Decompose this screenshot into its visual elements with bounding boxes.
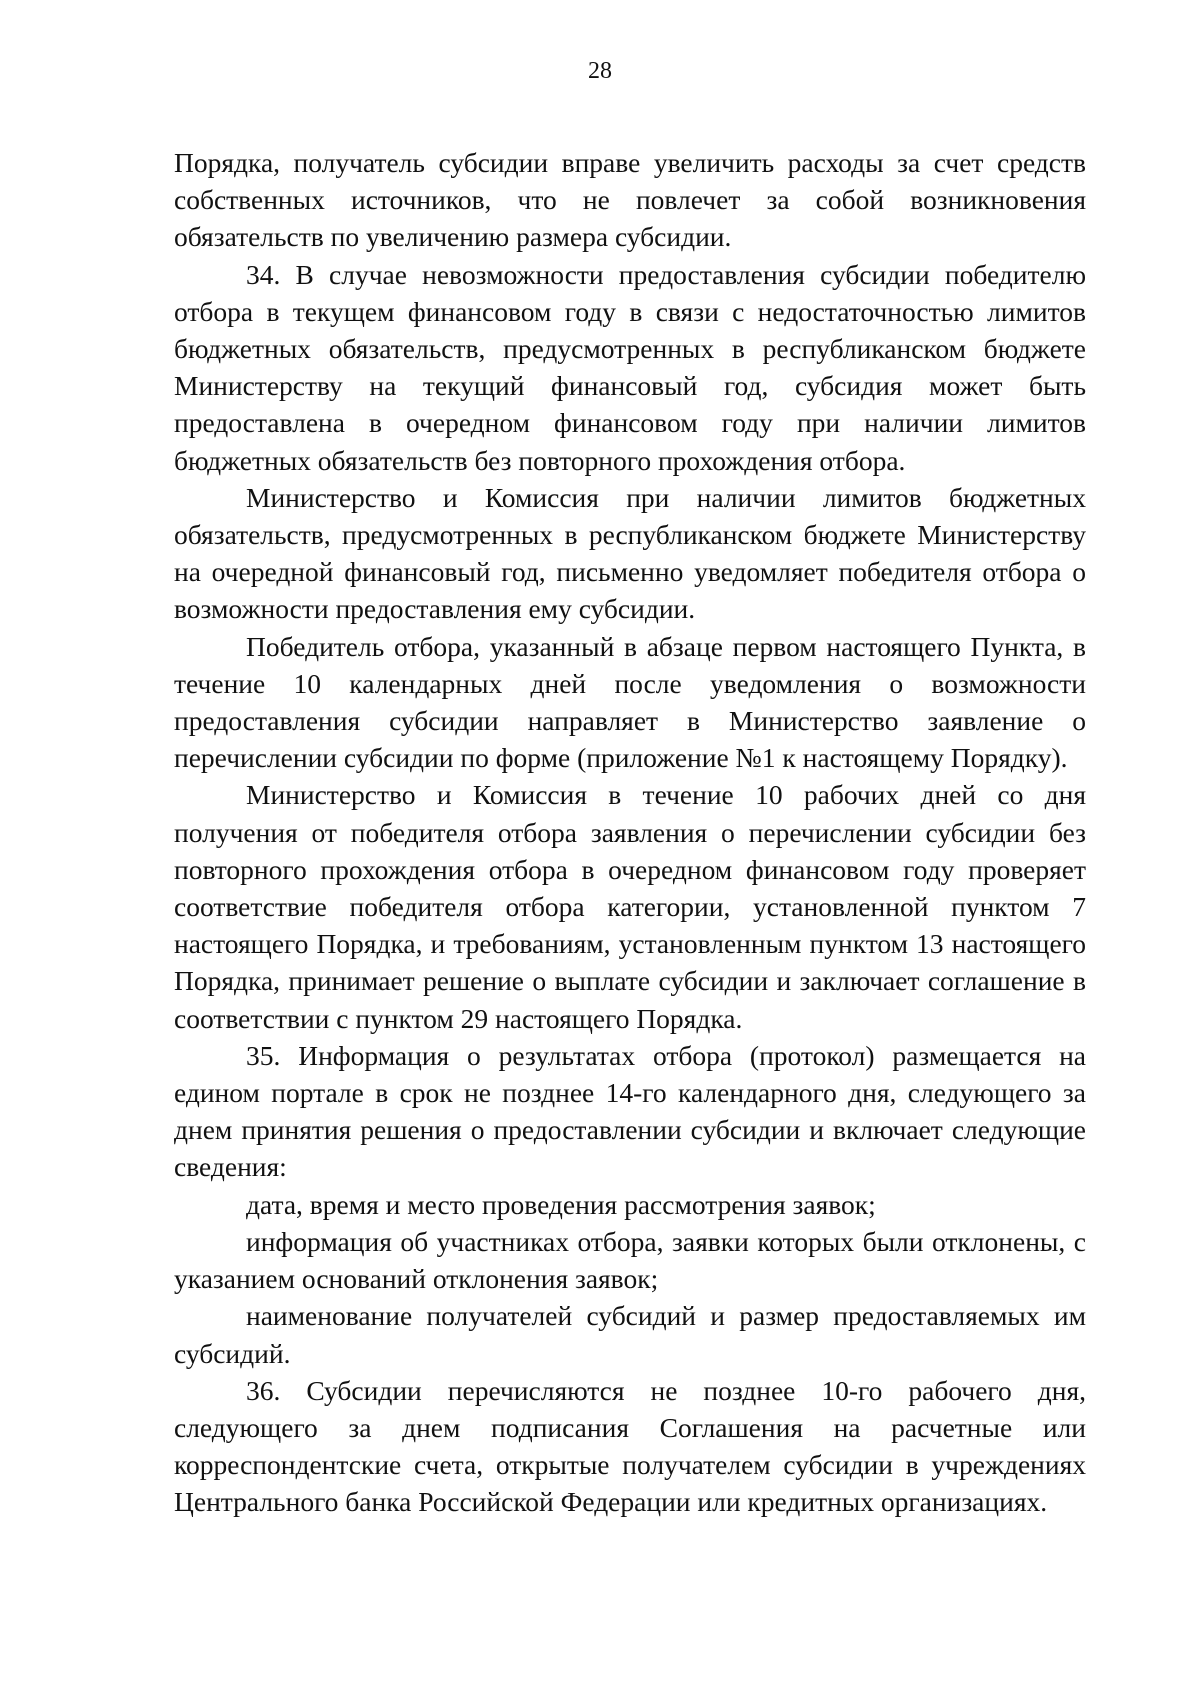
list-item-date-time-place: дата, время и место проведения рассмотрения заявок; bbox=[246, 1188, 876, 1220]
paragraph-item-36: 36. Субсидии перечисляются не позднее 10-го рабочего дня, следующего за днем подписания Соглашения на расчетные или корреспондентские счета, открытые получателем субсидии в учреждениях Центрального банка Российской Федерации или кредитных организациях. bbox=[174, 1374, 1086, 1518]
paragraph-item-35: 35. Информация о результатах отбора (протокол) размещается на едином портале в срок не позднее 14-го календарного дня, следующего за днем принятия решения о предоставлении субсидии и включает следующие сведения: bbox=[174, 1039, 1086, 1183]
page-number: 28 bbox=[588, 58, 612, 84]
list-item-recipients: наименование получателей субсидий и размер предоставляемых им субсидий. bbox=[174, 1300, 1086, 1369]
paragraph-ministry-review: Министерство и Комиссия в течение 10 рабочих дней со дня получения от победителя отбора заявления о перечислении субсидии без повторного прохождения отбора в очередном финансовом году проверяет соответствие победителя отбора категории, установленной пунктом 7 настоящего Порядка, и требованиям, установленным пунктом 13 настоящего Порядка, принимает решение о выплате субсидии и заключает соглашение в соответствии с пунктом 29 настоящего Порядка. bbox=[174, 779, 1086, 1034]
paragraph-continuation: Порядка, получатель субсидии вправе увеличить расходы за счет средств собственных источников, что не повлечет за собой возникновения обязательств по увеличению размера субсидии. bbox=[174, 147, 1086, 253]
document-body bbox=[174, 144, 1086, 1521]
paragraph-item-34: 34. В случае невозможности предоставления субсидии победителю отбора в текущем финансовом году в связи с недостаточностью лимитов бюджетных обязательств, предусмотренных в республиканском бюджете Министерству на текущий финансовый год, субсидия может быть предоставлена в очередном финансовом году при наличии лимитов бюджетных обязательств без повторного прохождения отбора. bbox=[174, 258, 1086, 476]
list-item-rejected-participants: информация об участниках отбора, заявки которых были отклонены, с указанием оснований отклонения заявок; bbox=[174, 1225, 1086, 1295]
paragraph-winner-application: Победитель отбора, указанный в абзаце первом настоящего Пункта, в течение 10 календарных дней после уведомления о возможности предоставления субсидии направляет в Министерство заявление о перечислении субсидии по форме (приложение №1 к настоящему Порядку). bbox=[174, 630, 1086, 774]
paragraph-ministry-notice: Министерство и Комиссия при наличии лимитов бюджетных обязательств, предусмотренных в республиканском бюджете Министерству на очередной финансовый год, письменно уведомляет победителя отбора о возможности предоставления ему субсидии. bbox=[174, 481, 1086, 625]
